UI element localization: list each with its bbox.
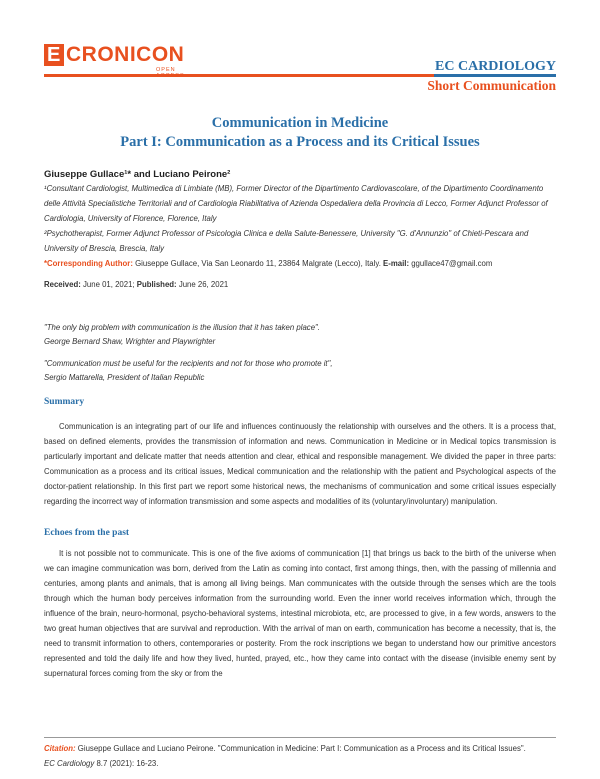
dates [44, 280, 228, 289]
quote-1-author: George Bernard Shaw, Wrighter and Playwrighter [44, 337, 216, 346]
published-label: Published: [136, 280, 177, 289]
footer-rule [44, 737, 556, 738]
citation-text: Giuseppe Gullace and Luciano Peirone. "Communication in Medicine: Part I: Communication as a Process and its Critical Issues". [77, 744, 526, 753]
title-line-2: Part I: Communication as a Process and its Critical Issues [120, 134, 480, 150]
logo-letter: E [47, 44, 61, 66]
authors: Giuseppe Gullace¹* and Luciano Peirone² [44, 169, 231, 180]
quote-1 [44, 321, 556, 349]
email-label: E-mail: [383, 259, 410, 268]
citation-journal: EC Cardiology [44, 759, 95, 768]
header-rule [44, 74, 556, 77]
published-date: June 26, 2021 [178, 280, 229, 289]
logo-subtitle: OPEN [156, 67, 176, 73]
email-link[interactable]: ggullace47@gmail.com [411, 259, 493, 268]
quote-2 [44, 357, 556, 385]
echoes-text: It is not possible not to communicate. This is one of the five axioms of communication [1] that brings us back to the birth of the universe when we can imagine communication was born, derived from the Latin as coming into contact, first among things, then, with the passing of millennia and centuries, among plants and animals, that is among all living beings. Man communicates with the outside through the senses which are the tools through which the human body perceives information from the surrounding world. Even the inner world receives information which, through the influence of the brain, neuro-hormonal, psycho-behavioral systems, intestinal microbiota, etc, are processed to give, in a few words, answers to the two great human objectives that are survival and reproduction. With the arrival of man on earth, communication has become a necessity, that is, the need to transmit information to others, contemporaries or posterity. From the rock inscriptions we began to understand how our primitive ancestors represented and told the daily life and how they lived, hunted, prayed, etc., how they came into contact with the disease (invisible enemy sent by supernatural forces coming from the sky or from the [44, 549, 556, 678]
citation [44, 741, 556, 771]
logo-text: CRONICON [66, 43, 185, 66]
echoes-heading: Echoes from the past [44, 528, 130, 538]
corresponding-text: Giuseppe Gullace, Via San Leonardo 11, 23864 Malgrate (Lecco), Italy. [135, 259, 381, 268]
article-type: Short Communication [427, 78, 556, 93]
summary-heading: Summary [44, 397, 85, 407]
corresponding-label: *Corresponding Author: [44, 259, 133, 268]
cronicon-logo [44, 43, 194, 73]
citation-issue: 8.7 (2021): 16-23. [96, 759, 159, 768]
quote-1-text: "The only big problem with communication is the illusion that it has taken place". [44, 323, 320, 332]
affiliation-1: ¹Consultant Cardiologist, Multimedica di Limbiate (MB), Former Director of the Dipartimento Cardiovascolare, of the Dipartimento Coordinamento delle Attività Specialistiche Territoriali and of Cardiologia Riabilitativa of Azienda Ospedaliera della Provincia di Lecco, Former Adjunct Professor of Cardiologia, University of Florence, Florence, Italy [44, 184, 548, 223]
corresponding-author [44, 259, 492, 268]
quote-2-author: Sergio Mattarella, President of Italian Republic [44, 373, 205, 382]
title-line-1: Communication in Medicine [211, 115, 389, 131]
quote-2-text: "Communication must be useful for the recipients and not for those who promote it", [44, 359, 333, 368]
journal-name: EC CARDIOLOGY [435, 59, 556, 74]
citation-label: Citation: [44, 744, 76, 753]
summary-text: Communication is an integrating part of our life and influences continuously the relationship with ourselves and the others. It is a process that, based on defined elements, provides the transmission of information and news. Communication in Medicine or in Medical topics transmission is particularly important and delicate matter that needs attention and clear, ethical and responsible management. We divided the paper in three parts: Communication as a process and its critical issues, Medical communication and the relationship with the patient and Psychological aspects of the doctor-patient relationship. In this first part we report some historical news, the mechanisms of communication and some critical issues especially regarding the incorrect way of information transmission and some aspects and modalities of its (voluntary/involuntary) manipulation. [44, 422, 556, 506]
logo-mark [44, 44, 64, 66]
received-date: June 01, 2021; [83, 280, 135, 289]
affiliation-2: ²Psychotherapist, Former Adjunct Professor of Psicologia Clinica e della Salute-Benessere, University "G. d'Annunzio" of Chieti-Pescara and University of Brescia, Brescia, Italy [44, 229, 529, 253]
received-label: Received: [44, 280, 81, 289]
